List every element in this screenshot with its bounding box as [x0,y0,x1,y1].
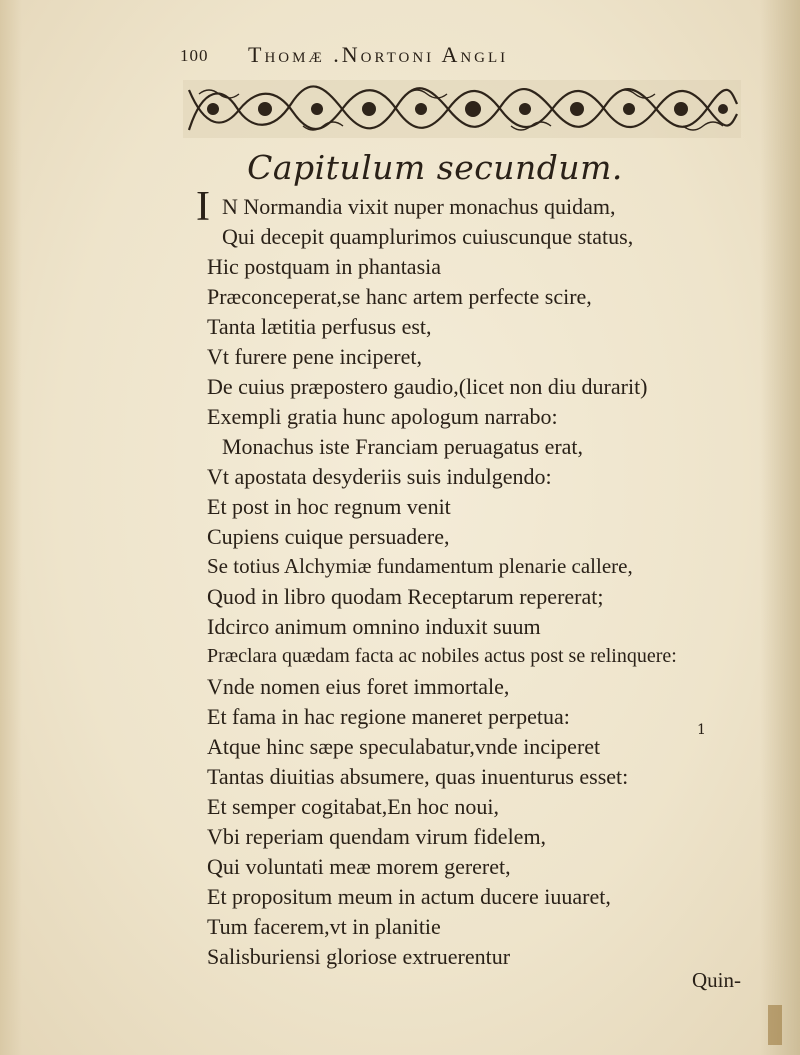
woodcut-headpiece-ornament-icon [183,80,741,138]
verse-line: Vt furere pene inciperet, [207,344,422,369]
verse-line: Vt apostata desyderiis suis indulgendo: [207,464,552,489]
verse-line: Præconceperat,se hanc artem perfecte scire, [207,284,592,309]
verse-line: N Normandia vixit nuper monachus quidam, [222,194,616,219]
page-corner-stain [768,1005,782,1045]
verse-line: De cuius præpostero gaudio,(licet non diu durarit) [207,374,648,399]
verse-line: Quod in libro quodam Receptarum repererat; [207,584,604,609]
verse-line: Qui decepit quamplurimos cuiuscunque status, [222,224,634,249]
verse-line: Cupiens cuique persuadere, [207,524,450,549]
verse-line: Hic postquam in phantasia [207,254,442,279]
verse-line: Et semper cogitabat,En hoc noui, [207,794,500,819]
running-header [180,42,740,72]
signature-mark: 1 [697,722,706,738]
verse-line: Et propositum meum in actum ducere iuuaret, [207,884,611,909]
verse-line: Tanta lætitia perfusus est, [207,314,432,339]
page-number: 100 [180,46,209,65]
catchword: Quin- [692,968,741,992]
drop-capital: I [196,184,210,230]
verse-line: Qui voluntati meæ morem gereret, [207,854,511,879]
chapter-heading: Capitulum secundum. [247,148,623,187]
running-title: Thomæ .Nortoni Angli [248,42,509,67]
verse-line: Salisburiensi gloriose extruerentur [207,944,511,969]
verse-line: Et post in hoc regnum venit [207,494,451,519]
verse-line: Exempli gratia hunc apologum narrabo: [207,404,558,429]
verse-line: Monachus iste Franciam peruagatus erat, [222,434,584,459]
verse-line: Vnde nomen eius foret immortale, [207,674,510,699]
verse-line: Atque hinc sæpe speculabatur,vnde inciperet [207,734,601,759]
verse-line: Idcirco animum omnino induxit suum [207,614,541,639]
verse-line: Tum facerem,vt in planitie [207,914,441,939]
verse-line: Vbi reperiam quendam virum fidelem, [207,824,547,849]
verse-line: Præclara quædam facta ac nobiles actus post se relinquere: [207,645,677,667]
verse-line: Se totius Alchymiæ fundamentum plenarie callere, [207,554,633,578]
verse-line: Tantas diuitias absumere, quas inuenturus esset: [207,764,629,789]
verse-line: Et fama in hac regione maneret perpetua: [207,704,570,729]
